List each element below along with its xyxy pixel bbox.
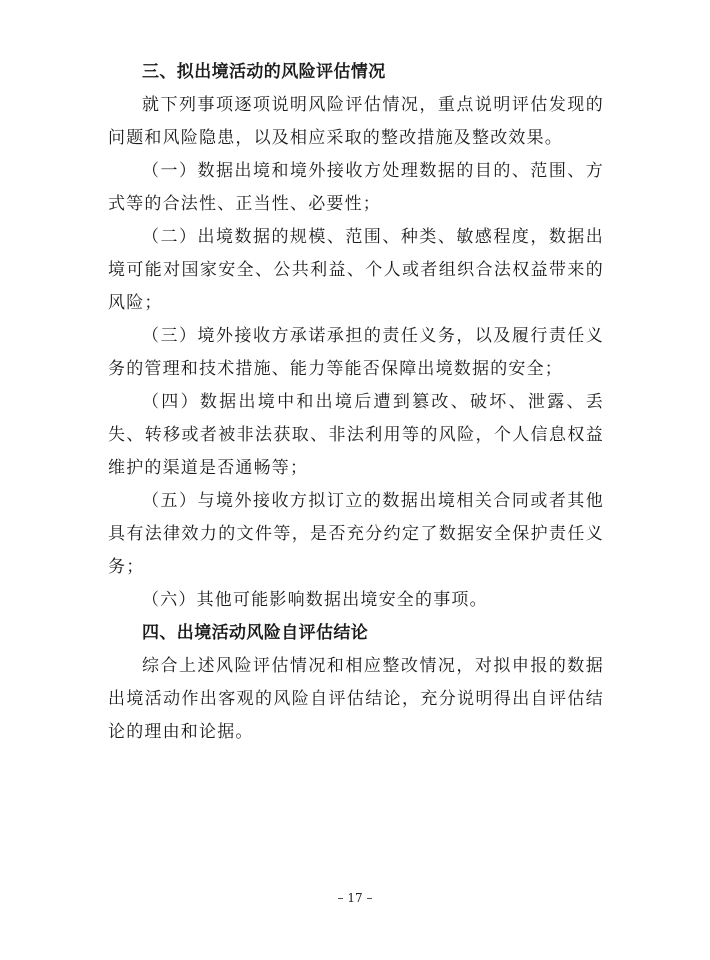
- section-3-item-3: （三）境外接收方承诺承担的责任义务，以及履行责任义务的管理和技术措施、能力等能否保障出境数据的安全；: [108, 326, 604, 379]
- section-4-heading: 四、出境活动风险自评估结论: [142, 623, 369, 643]
- section-3-item-1: （一）数据出境和境外接收方处理数据的目的、范围、方式等的合法性、正当性、必要性；: [108, 161, 604, 214]
- section-4-body: 综合上述风险评估情况和相应整改情况，对拟申报的数据出境活动作出客观的风险自评估结论，充分说明得出自评估结论的理由和论据。: [108, 656, 604, 742]
- section-3-heading: 三、拟出境活动的风险评估情况: [142, 62, 386, 82]
- section-3-item-2: （二）出境数据的规模、范围、种类、敏感程度，数据出境可能对国家安全、公共利益、个人或者组织合法权益带来的风险；: [108, 227, 604, 313]
- page-number: – 17 –: [337, 891, 373, 905]
- section-3-intro: 就下列事项逐项说明风险评估情况，重点说明评估发现的问题和风险隐患，以及相应采取的整改措施及整改效果。: [108, 95, 604, 148]
- section-3-item-6: （六）其他可能影响数据出境安全的事项。: [142, 590, 488, 610]
- section-3-item-4: （四）数据出境中和出境后遭到篡改、破坏、泄露、丢失、转移或者被非法获取、非法利用等的风险，个人信息权益维护的渠道是否通畅等；: [108, 392, 604, 478]
- section-3-item-5: （五）与境外接收方拟订立的数据出境相关合同或者其他具有法律效力的文件等，是否充分约定了数据安全保护责任义务；: [108, 491, 604, 577]
- document-page: [108, 56, 604, 749]
